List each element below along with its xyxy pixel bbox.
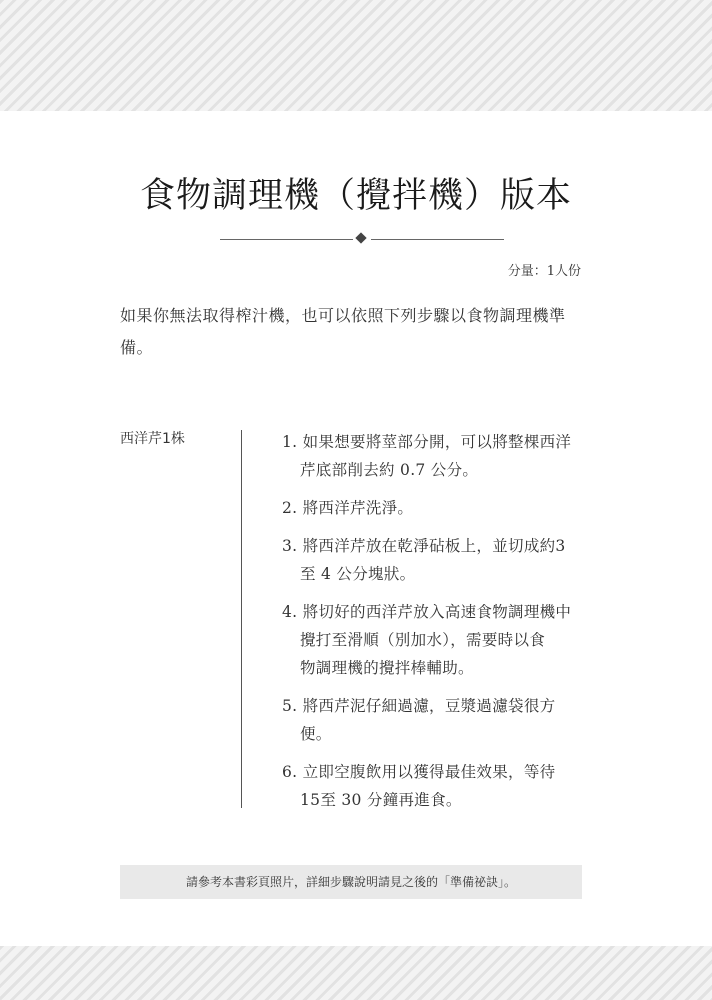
- title-divider: [220, 233, 504, 245]
- column-divider: [241, 430, 242, 808]
- step-number: 5.: [282, 697, 298, 715]
- step-text-cont: 芹底部削去約 0.7 公分。: [300, 461, 479, 479]
- step-text-cont: 物調理機的攪拌棒輔助。: [300, 659, 474, 677]
- step-number: 3.: [282, 537, 298, 555]
- step-text: 將切好的西洋芹放入高速食物調理機中: [302, 603, 572, 621]
- step-text-cont: 15至 30 分鐘再進食。: [300, 791, 462, 809]
- step-text: 立即空腹飲用以獲得最佳效果，等待: [302, 763, 556, 781]
- step-text: 將西洋芹洗淨。: [302, 499, 414, 517]
- step-item: [282, 598, 584, 682]
- step-item: [282, 494, 584, 522]
- step-text-cont: 攪打至滑順（別加水），需要時以食: [300, 631, 546, 649]
- footer-note: 請參考本書彩頁照片，詳細步驟說明請見之後的「準備祕訣」。: [120, 865, 582, 899]
- diamond-ornament-icon: [355, 232, 366, 243]
- steps-list: [282, 428, 584, 824]
- servings-label: 分量：1人份: [507, 264, 581, 279]
- step-text: 將西洋芹放在乾淨砧板上，並切成約3: [302, 537, 566, 555]
- top-pattern-band: [0, 0, 712, 111]
- step-number: 2.: [282, 499, 298, 517]
- step-item: [282, 532, 584, 588]
- step-item: [282, 758, 584, 814]
- step-number: 1.: [282, 433, 298, 451]
- page-title: 食物調理機（攪拌機）版本: [139, 176, 572, 216]
- divider-line-left: [220, 239, 353, 240]
- step-text: 如果想要將莖部分開，可以將整棵西洋: [302, 433, 572, 451]
- step-text: 將西芹泥仔細過濾，豆漿過濾袋很方: [302, 697, 556, 715]
- step-item: [282, 692, 584, 748]
- step-text-cont: 便。: [300, 725, 332, 743]
- step-number: 6.: [282, 763, 298, 781]
- divider-line-right: [371, 239, 504, 240]
- step-text-cont: 至 4 公分塊狀。: [300, 565, 416, 583]
- step-number: 4.: [282, 603, 298, 621]
- intro-paragraph: 如果你無法取得榨汁機，也可以依照下列步驟以食物調理機準備。: [120, 306, 566, 357]
- step-item: [282, 428, 584, 484]
- ingredient-item: 西洋芹1株: [120, 431, 185, 447]
- bottom-pattern-band: [0, 946, 712, 1000]
